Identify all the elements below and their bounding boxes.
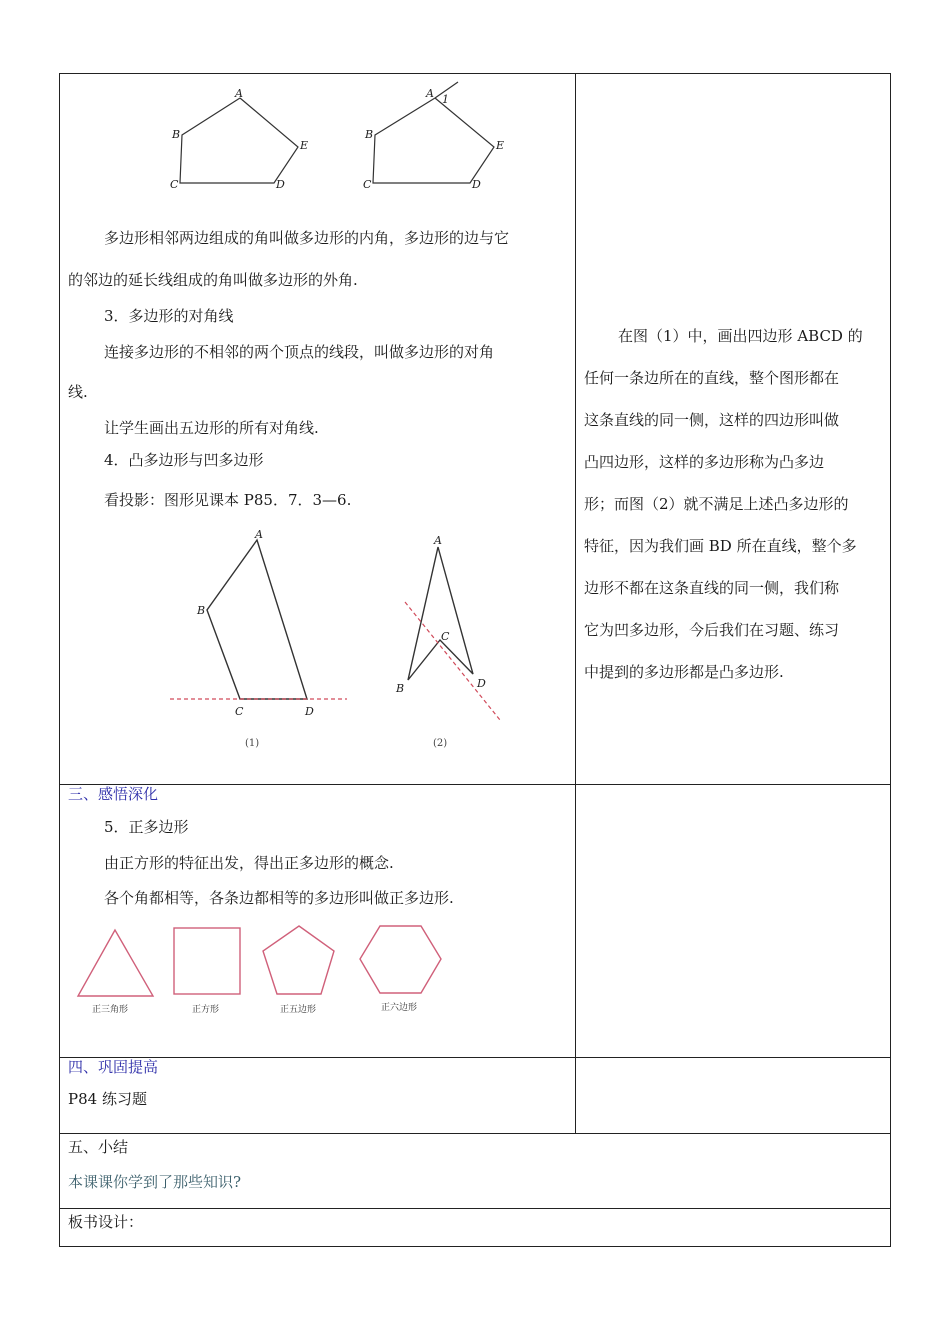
pentagon-figures [160,78,520,196]
regular-polygons-figure [70,918,455,1018]
convex-label-a: A [255,528,263,541]
exercise-text: P84 练习题 [68,1090,147,1108]
item3-definition-line2: 线. [68,383,88,401]
board-design-label: 板书设计： [68,1213,144,1231]
item5-line1: 由正方形的特征出发，得出正多边形的概念. [104,854,394,872]
regular-pentagon [263,926,334,1015]
convex-quadrilateral [170,528,347,749]
convex-caption: (1) [245,738,260,749]
item3-definition-line1: 连接多边形的不相邻的两个顶点的线段，叫做多边形的对角 [104,343,495,361]
regular-hexagon [360,926,441,1013]
convex-label-d: D [305,705,314,718]
concave-label-d: D [477,677,486,690]
pentagon2-label-c: C [363,178,372,191]
convex-concave-figures [165,522,510,757]
pentagon-label-a: A [235,87,243,100]
pentagon2-label-e: E [496,139,505,152]
convex-label-b: B [197,604,206,617]
side-note-line: 凸四边形，这样的多边形称为凸多边 [584,453,825,471]
side-note-line: 形；而图（2）就不满足上述凸多边形的 [584,495,849,513]
para-angles-line2: 的邻边的延长线组成的角叫做多边形的外角. [68,271,358,289]
triangle-caption: 正三角形 [92,1005,129,1015]
item5-line2: 各个角都相等，各条边都相等的多边形叫做正多边形. [104,889,454,907]
item4-view: 看投影：图形见课本 P85．7．3—6. [104,491,352,509]
concave-label-c: C [441,630,450,643]
convex-label-c: C [235,705,244,718]
summary-question: 本课课你学到了那些知识? [68,1173,242,1191]
square-caption: 正方形 [192,1005,220,1015]
concave-quadrilateral [395,534,500,749]
pentagon-caption: 正五边形 [280,1005,317,1015]
pentagon2-label-a: A [426,87,434,100]
section3-heading: 三、感悟深化 [68,785,159,803]
pentagon2-label-d: D [472,178,481,191]
row-divider-board [59,1208,891,1209]
pentagon-label-e: E [300,139,309,152]
concave-label-a: A [434,534,442,547]
pentagon-label-c: C [170,178,179,191]
concave-caption: (2) [433,738,448,749]
pentagon-exterior-angle [363,82,504,191]
item3-task: 让学生画出五边形的所有对角线. [104,419,319,437]
row-divider-section3 [59,784,891,785]
pentagon-label-d: D [276,178,285,191]
hexagon-caption: 正六边形 [381,1003,418,1013]
exterior-angle-label: 1 [442,93,449,106]
pentagon-label-b: B [172,128,181,141]
item3-title: 3．多边形的对角线 [104,307,234,325]
side-note-line: 任何一条边所在的直线，整个图形都在 [584,369,840,387]
side-note [584,326,884,704]
regular-triangle [78,930,153,1015]
para-angles-line1: 多边形相邻两边组成的角叫做多边形的内角，多边形的边与它 [104,229,510,247]
row-divider-section5 [59,1133,891,1134]
section4-heading: 四、巩固提高 [68,1058,159,1076]
pentagon2-label-b: B [365,128,374,141]
pentagon-interior [170,87,308,191]
column-divider [575,73,576,1134]
regular-square [174,928,240,1015]
row-divider-section4 [59,1057,891,1058]
side-note-line: 边形不都在这条直线的同一侧，我们称 [584,579,840,597]
side-note-line: 特征，因为我们画 BD 所在直线，整个多 [584,537,857,555]
section5-heading: 五、小结 [68,1138,129,1156]
item4-title: 4．凸多边形与凹多边形 [104,451,264,469]
side-note-line: 这条直线的同一侧，这样的四边形叫做 [584,411,840,429]
side-note-line: 在图（1）中，画出四边形 ABCD 的 [618,327,863,345]
side-note-line: 中提到的多边形都是凸多边形. [584,663,784,681]
side-note-line: 它为凹多边形，今后我们在习题、练习 [584,621,840,639]
item5-title: 5．正多边形 [104,818,189,836]
concave-label-b: B [396,682,405,695]
